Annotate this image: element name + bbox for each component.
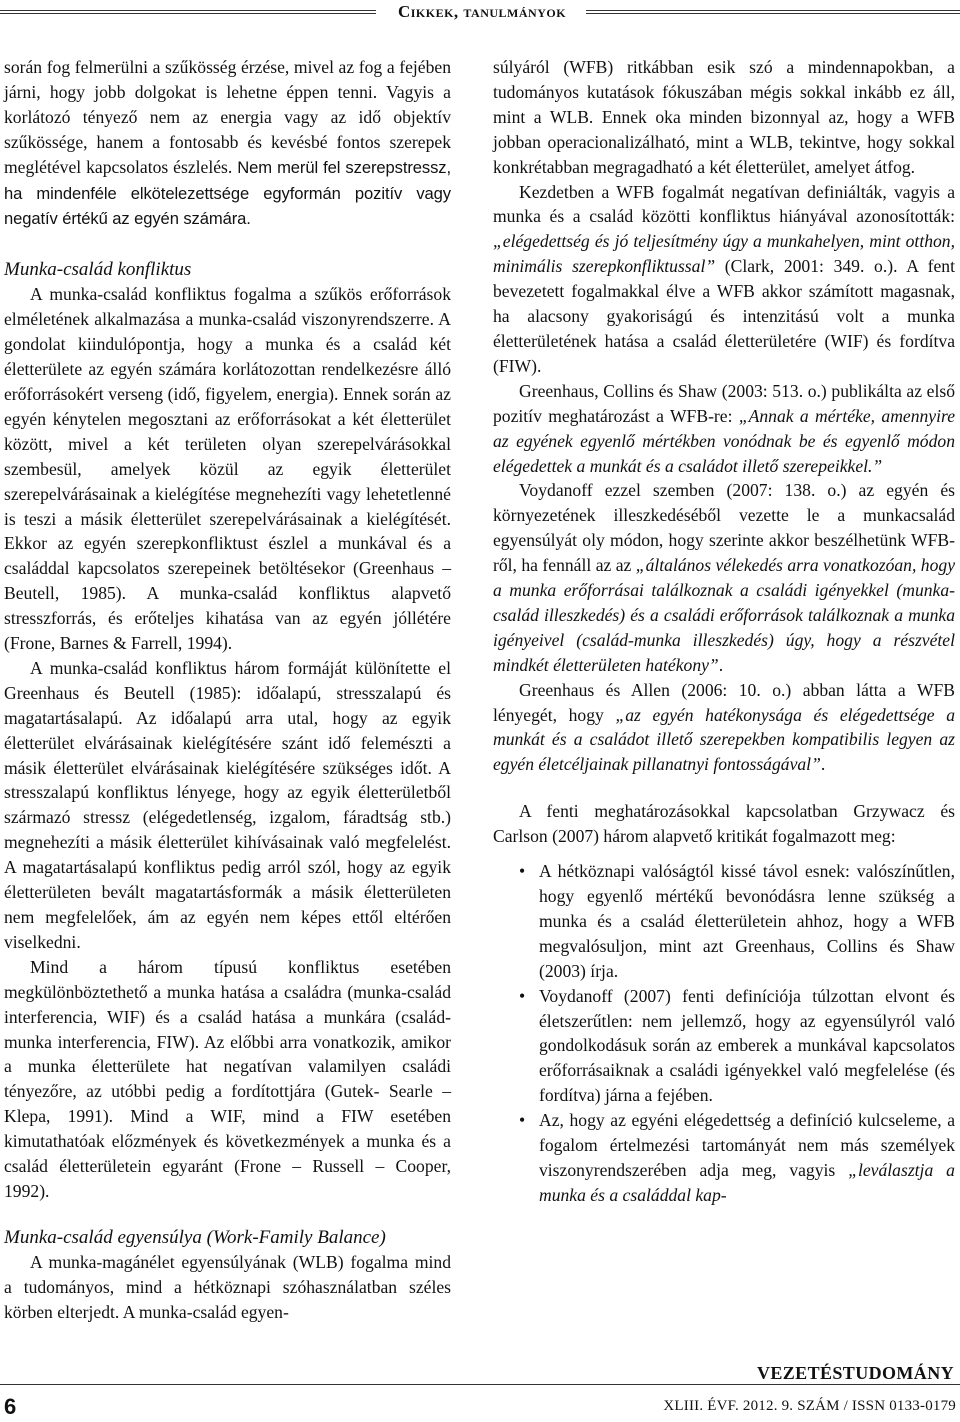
- list-item: • Voydanoff (2007) fenti definíciója túlzottan elvont és életszerűtlen: nem jellemző, hogy az egyensúlyról való gondolkodásuk során az emberek a munkával kapcsolatos erőforrásaiknak a családi igényekkel való megfelelése (és fordítva) járna a fejében.: [519, 985, 955, 1106]
- bullet-icon: •: [519, 985, 526, 1006]
- section-title: Cikkek, tanulmányok: [397, 2, 567, 21]
- page-number: 6: [4, 1394, 17, 1419]
- list-item: • A hétköznapi valóságtól kissé távol esnek: valószínűtlen, hogy egyenlő mértékű bevonódásra lenne szükség a munka és a család életterületein ahhoz, hogy a WFB megvalósuljon, mint azt Greenhaus, Collins és Shaw (2003) írja.: [519, 861, 955, 981]
- section-heading: Munka-család konfliktus: [4, 259, 192, 281]
- paragraph: A fenti meghatározásokkal kapcsolatban Grzywacz és Carlson (2007) három alapvető kritikát fogalmazott meg:: [493, 801, 955, 847]
- paragraph: Greenhaus, Collins és Shaw (2003: 513. o.) publikálta az első pozitív meghatározást a WFB-re: „Annak a mértéke, amennyire az egyének egyenlő mértékben vonódnak be és egyenlő módon elégedettek a munkát és a családot illető szerepeikkel.”: [493, 380, 956, 476]
- header-rule-left: [0, 10, 376, 14]
- list-item: • Az, hogy az egyéni elégedettség a definíció kulcseleme, a fogalom értelmezési tartományát nem más személyek viszonyrendszerében adja meg, vagyis „leválasztja a munka és a családdal kap-: [519, 1110, 955, 1205]
- paragraph: során fog felmerülni a szűkösség érzése, mivel az fog a fejében járni, hogy jobb dolgokat is lehetne éppen tenni. Vagyis a korlátozó tényező nem az energia vagy az idő objektív szűkössége, hanem a fontosabb és kevésbé fontos szerepek meglétével kapcsolatos észlelés. Nem merül fel szerepstressz, ha mindenféle elkötelezettsége egyformán pozitív vagy negatív értékű az egyén számára.: [4, 57, 451, 229]
- section-heading: Munka-család egyensúlya (Work-Family Balance): [4, 1226, 386, 1248]
- paragraph-sans-fragment: Nem merül fel szerepstressz, ha mindenféle elkötelezettsége egyformán pozitív vagy negatív értékű az egyén számára.: [4, 157, 451, 229]
- paragraph: A munka-család konfliktus három formáját különítette el Greenhaus és Beutell (1985): időalapú, stresszalapú és magatartásalapú. Az időalapú arra utal, hogy az egyik életterület elvárásainak kielégítésére szánt idő felemészti a másik életterület elvárásainak kielégítésére szükséges időt. A stresszalapú konfliktus lényege, hogy az egyik életterületből származó stressz (elégedetlenség, izgalom, fáradtság stb.) megnehezíti a másik életterület kihívásainak való megfelelést. A magatartásalapú konfliktus pedig arról szól, hogy az egyik életterületen bevált magatartásformák a másik életterületen nem megfelelőek, ám az egyén nem képes ettől eltérően viselkedni.: [4, 657, 451, 952]
- paragraph: A munka-család konfliktus fogalma a szűkös erőforrások elméletének alkalmazása a munka-család viszonyrendszerre. A gondolat kiindulópontja, hogy a munka és a család két életterülete az egyén számára korlátozottan rendelkezésre álló erőforrásokért verseng (idő, figyelem, energia). Ennek során az egyén kénytelen megosztani az erőforrásokat a két életterület között, mivel a két területen olyan szerepelvárásokkal szembesül, amelyek közül az egyik életterület szerepelvárásainak a kielégítése megnehezíti vagy lehetetlenné is teszi a másik életterület szerepelvárásainak a kielégítését. Ekkor az egyén szerepkonfliktust észlel a munkával és a családdal kapcsolatos szerepeinek betöltésekor (Greenhaus – Beutell, 1985). A munka-család konfliktus alapvető stresszforrás, és erőteljes kihatása van az egyén jóllétére (Frone, Barnes & Farrell, 1994).: [4, 284, 451, 654]
- critique-list: [493, 859, 955, 1208]
- paragraph: Greenhaus és Allen (2006: 10. o.) abban látta a WFB lényegét, hogy „az egyén hatékonysága és elégedettsége a munkát és a családot illető szerepekben kompatibilis legyen az egyén életcéljainak pillanatnyi fontosságával”.: [493, 679, 956, 775]
- paragraph: Voydanoff ezzel szemben (2007: 138. o.) az egyén és környezetének illeszkedéséből vezette le a munkacsalád egyensúlyát oly módon, hogy szerinte akkor beszélhetünk WFB-ről, ha fennáll az az „általános vélekedés arra vonatkozóan, hogy a munka erőforrásai találkoznak a családi igényekkel (munka-család illeszkedés) és a családi erőforrások találkoznak a munka igényeivel (család-munka illeszkedés) úgy, hogy a részvétel mindkét életterületen hatékony”.: [493, 480, 956, 675]
- quotation: „Annak a mértéke, amennyire az egyének egyenlő mértékben vonódnak be és egyenlő módon elégedettek a munkát és a családot illető szerepeikkel.”: [493, 405, 956, 476]
- paragraph: Kezdetben a WFB fogalmát negatívan definiálták, vagyis a munka és a család közötti konfliktus hiányával azonosították: „elégedettség és jó teljesítmény úgy a munkahelyen, mint otthon, minimális szerepkonfliktussal” (Clark, 2001: 349. o.). A fent bevezetett fogalmakkal élve a WFB akkor számított magasnak, ha alacsony gyakoriságú és intenzitású volt a munka életterületének hatása a család életterületére (WIF) és fordítva (FIW).: [493, 181, 955, 376]
- header-rule-right: [586, 10, 960, 14]
- paragraph: Mind a három típusú konfliktus esetében megkülönböztethető a munka hatása a családra (munka-család interferencia, WIF) és a család hatása a munkára (család-munka interferencia, FIW). Az előbbi arra vonatkozik, amikor a munka életterülete hat negatívan valamilyen családi tényezőre, az utóbbi pedig a fordítottjára (Gutek- Searle – Klepa, 1991). Mind a WIF, mind a FIW esetében kimutathatóak előzmények és következmények a munka és a család életterületein egyaránt (Frone – Russell – Cooper, 1992).: [4, 956, 451, 1201]
- right-column: [493, 55, 955, 1208]
- bullet-icon: •: [519, 1110, 526, 1131]
- left-column: [4, 55, 451, 1325]
- quotation: „elégedettség és jó teljesítmény úgy a munkahelyen, mint otthon, minimális szerepkonfliktussal”: [493, 231, 955, 277]
- quotation: „leválasztja a munka és a családdal kap-: [539, 1159, 955, 1205]
- quotation: „az egyén hatékonysága és elégedettsége a munkát és a családot illető szerepekben kompatibilis legyen az egyén életcéljainak pillanatnyi fontosságával”: [493, 704, 956, 775]
- page-header: [0, 0, 960, 24]
- quotation: „általános vélekedés arra vonatkozóan, hogy a munka erőforrásai találkoznak a családi igényekkel (munka-család illeszkedés) és a családi erőforrások találkoznak a munka igényeivel (család-munka illeszkedés) úgy, hogy a részvétel mindkét életterületen hatékony”: [493, 555, 956, 675]
- paragraph: súlyáról (WFB) ritkábban esik szó a mindennapokban, a tudományos kutatások fókuszában mégis sokkal inkább ez áll, mint a WLB. Ennek oka minden bizonnyal az, hogy a WFB jobban operacionalizálható, mint a WLB, tekintve, hogy sokkal konkrétabban megragadható a két életterület, amelyet átfog.: [493, 57, 955, 177]
- bullet-icon: •: [519, 861, 526, 882]
- issue-info: XLIII. ÉVF. 2012. 9. SZÁM / ISSN 0133-0179: [663, 1398, 956, 1414]
- paragraph: A munka-magánélet egyensúlyának (WLB) fogalma mind a tudományos, mind a hétköznapi szóhasználatban széles körben elterjedt. A munka-család egyen-: [4, 1251, 451, 1322]
- footer-rule: [0, 1384, 960, 1385]
- journal-name: VEZETÉSTUDOMÁNY: [756, 1363, 954, 1383]
